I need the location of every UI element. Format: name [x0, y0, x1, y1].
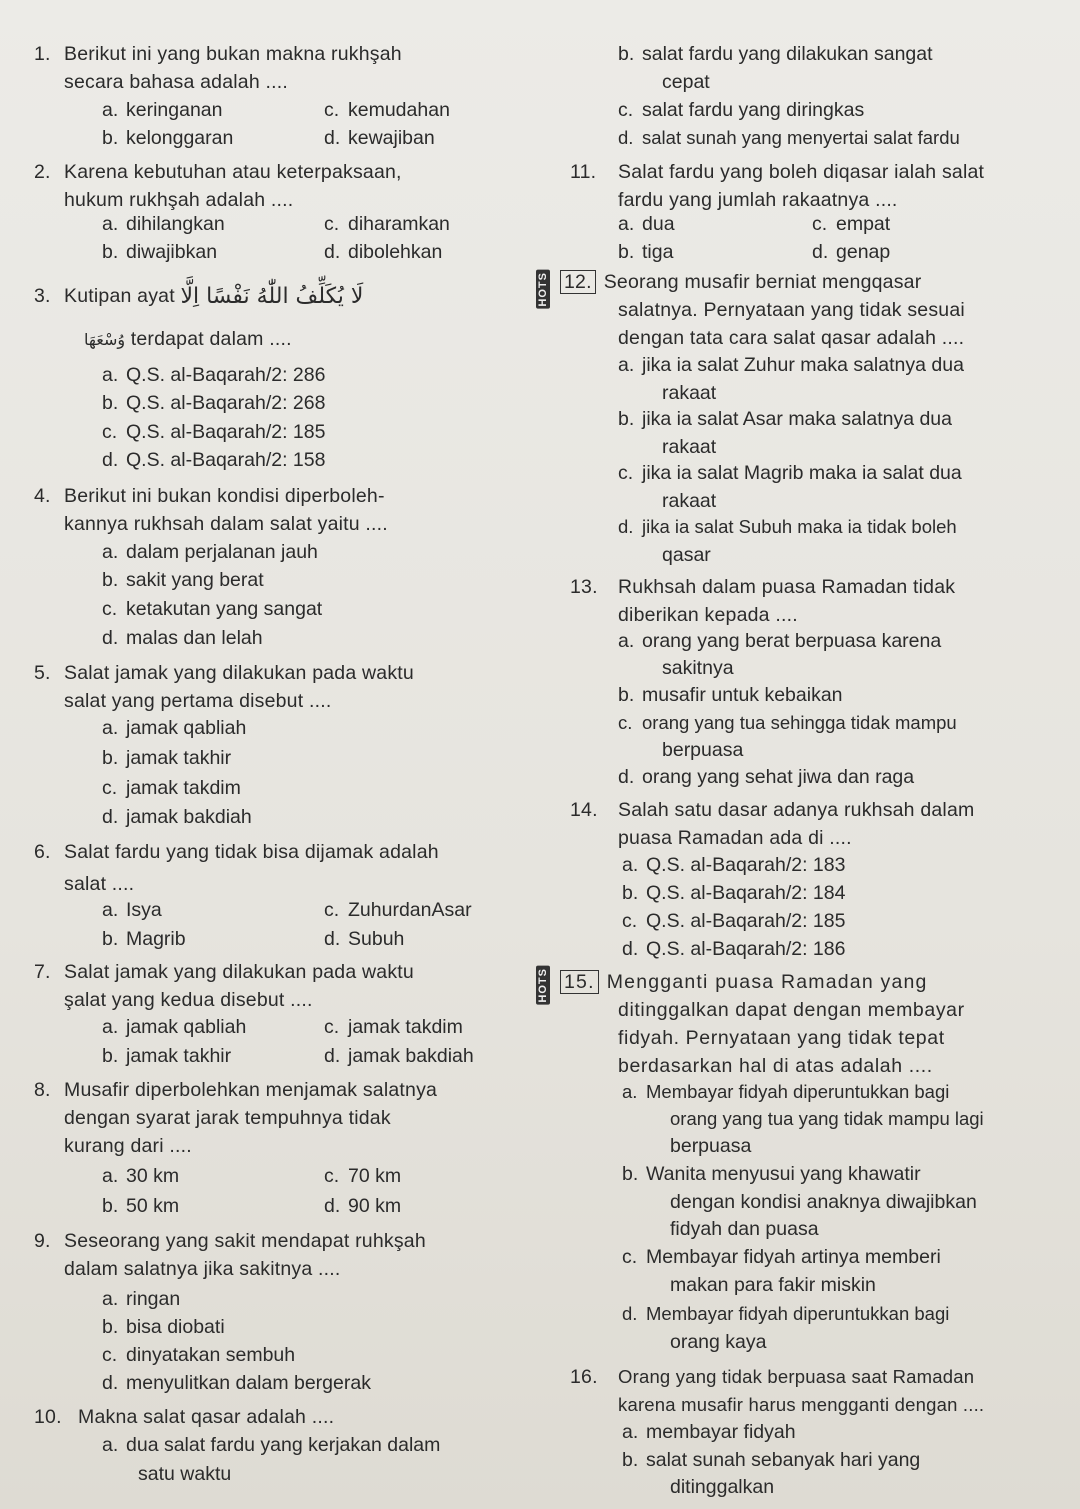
option-c: c. jamak takdim [324, 1016, 463, 1038]
option-d: d. jamak bakdiah [324, 1045, 474, 1067]
option-a: a. Q.S. al-Baqarah/2: 286 [102, 364, 326, 386]
question-5: 5. Salat jamak yang dilakukan pada waktu salat yang pertama disebut .... [34, 662, 414, 712]
option-d: d. dibolehkan [324, 241, 443, 263]
question-13: 13. Rukhsah dalam puasa Ramadan tidak diberikan kepada .... [570, 576, 956, 626]
option-c: c. diharamkan [324, 213, 450, 235]
option-b: b. salat sunah sebanyak hari yang [622, 1449, 921, 1471]
question-stem: secara bahasa adalah .... [64, 71, 288, 93]
option-d: d. menyulitkan dalam bergerak [102, 1372, 371, 1394]
question-10: 10. Makna salat qasar adalah .... [34, 1406, 335, 1428]
option-b: b. salat fardu yang dilakukan sangat [618, 43, 933, 65]
option-c: c. jamak takdim [102, 777, 241, 799]
option-a: a. 30 km [102, 1165, 180, 1187]
option-c: c. Q.S. al-Baqarah/2: 185 [102, 421, 326, 443]
option-b: b. Magrib [102, 928, 186, 950]
option-b-cont: ditinggalkan [670, 1476, 775, 1498]
option-d: d. jamak bakdiah [102, 806, 252, 828]
question-11: 11. Salat fardu yang boleh diqasar ialah salat fardu yang jumlah rakaatnya .... [570, 161, 985, 211]
option-d: d. Membayar fidyah diperuntukkan bagi [622, 1303, 950, 1324]
option-b-cont: cepat [662, 71, 710, 93]
option-b: b. bisa diobati [102, 1316, 225, 1338]
option-a: a. dua salat fardu yang kerjakan dalam [102, 1434, 441, 1456]
option-c: c. jika ia salat Magrib maka ia salat dua [618, 462, 962, 484]
question-8: 8. Musafir diperbolehkan menjamak salatnya dengan syarat jarak tempuhnya tidak kurang dari .... [34, 1079, 438, 1157]
option-c: c. salat fardu yang diringkas [618, 99, 865, 121]
option-b: b. Q.S. al-Baqarah/2: 268 [102, 392, 326, 414]
arabic-verse-cont: وُسْعَهَا [84, 329, 126, 349]
option-a: a. keringanan [102, 99, 223, 121]
option-d-cont: qasar [662, 544, 711, 566]
option-a: a. Isya [102, 899, 162, 921]
option-b: b. 50 km [102, 1195, 180, 1217]
hots-badge: HOTS [537, 272, 549, 307]
question-2: 2. Karena kebutuhan atau keterpaksaan, hukum rukhşah adalah .... [34, 161, 402, 211]
option-c: c. kemudahan [324, 99, 450, 121]
option-b: b. sakit yang berat [102, 569, 264, 591]
arabic-verse: لَا يُكَلِّفُ اللّٰهُ نَفْسًا اِلَّا [180, 283, 364, 309]
option-b: b. Wanita menyusui yang khawatir [622, 1163, 921, 1185]
hots-badge: HOTS [537, 968, 549, 1003]
option-a: a. dihilangkan [102, 213, 225, 235]
option-b-cont: dengan kondisi anaknya diwajibkan [670, 1191, 977, 1213]
question-6: 6. Salat fardu yang tidak bisa dijamak adalah salat .... [34, 841, 439, 895]
option-a-cont: berpuasa [670, 1135, 752, 1157]
option-d: d. genap [812, 241, 891, 263]
option-a-cont: orang yang tua yang tidak mampu lagi [670, 1108, 984, 1129]
option-c: c. orang yang tua sehingga tidak mampu [618, 712, 957, 733]
question-number-box: 12. [560, 270, 596, 294]
question-16: 16. Orang yang tidak berpuasa saat Ramadan karena musafir harus mengganti dengan .... [570, 1366, 985, 1415]
option-a: a. Membayar fidyah diperuntukkan bagi [622, 1081, 950, 1102]
question-3: 3. Kutipan ayat لَا يُكَلِّفُ اللّٰهُ نَفْسًا اِلَّا وُسْعَهَا terdapat dalam .... [34, 282, 534, 354]
question-4: 4. Berikut ini bukan kondisi diperboleh- kannya rukhsah dalam salat yaitu .... [34, 485, 388, 535]
option-c-cont: rakaat [662, 490, 717, 512]
option-a: a. dalam perjalanan jauh [102, 541, 318, 563]
option-b-cont: rakaat [662, 436, 717, 458]
option-b-cont: fidyah dan puasa [670, 1218, 819, 1240]
question-number-box: 15. [560, 970, 599, 994]
option-a: a. orang yang berat berpuasa karena [618, 630, 942, 652]
option-a-cont: sakitnya [662, 657, 734, 679]
option-c: c. Q.S. al-Baqarah/2: 185 [622, 910, 846, 932]
option-d-cont: orang kaya [670, 1331, 767, 1353]
option-d: d. salat sunah yang menyertai salat fardu [618, 127, 960, 148]
option-c-cont: makan para fakir miskin [670, 1274, 876, 1296]
option-b: b. tiga [618, 241, 674, 263]
option-c: c. Membayar fidyah artinya memberi [622, 1246, 941, 1268]
option-b: b. diwajibkan [102, 241, 218, 263]
option-b: b. Q.S. al-Baqarah/2: 184 [622, 882, 846, 904]
option-c: c. ketakutan yang sangat [102, 598, 323, 620]
question-15: 15. Mengganti puasa Ramadan yang ditinggalkan dapat dengan membayar fidyah. Pernyataan yang tidak tepat berdasarkan hal di atas adalah .... [560, 968, 1050, 1080]
question-9: 9. Seseorang yang sakit mendapat ruhkşah dalam salatnya jika sakitnya .... [34, 1230, 426, 1280]
option-b: b. musafir untuk kebaikan [618, 684, 843, 706]
option-a-cont: satu waktu [138, 1463, 232, 1485]
option-d: d. kewajiban [324, 127, 435, 149]
question-14: 14. Salah satu dasar adanya rukhsah dalam puasa Ramadan ada di .... [570, 799, 975, 849]
option-d: d. jika ia salat Subuh maka ia tidak boleh [618, 516, 957, 537]
option-b: b. jamak takhir [102, 1045, 232, 1067]
option-a: a. membayar fidyah [622, 1421, 796, 1443]
question-number: 1. [34, 43, 51, 65]
option-b: b. jamak takhir [102, 747, 232, 769]
option-b: b. kelonggaran [102, 127, 234, 149]
question-1 [34, 40, 534, 96]
question-12: 12. Seorang musafir berniat mengqasar salatnya. Pernyataan yang tidak sesuai dengan tata cara salat qasar adalah .... [560, 268, 1050, 352]
option-c: c. ZuhurdanAsar [324, 899, 472, 921]
question-stem: Berikut ini yang bukan makna rukhşah [64, 43, 402, 65]
option-c: c. empat [812, 213, 891, 235]
option-c: c. dinyatakan sembuh [102, 1344, 296, 1366]
option-a: a. jamak qabliah [102, 1016, 247, 1038]
option-b: b. jika ia salat Asar maka salatnya dua [618, 408, 953, 430]
option-d: d. Subuh [324, 928, 405, 950]
option-a: a. jika ia salat Zuhur maka salatnya dua [618, 354, 964, 376]
option-d: d. orang yang sehat jiwa dan raga [618, 766, 915, 788]
option-a: a. jamak qabliah [102, 717, 247, 739]
option-c: c. 70 km [324, 1165, 402, 1187]
option-a: a. ringan [102, 1288, 181, 1310]
option-c-cont: berpuasa [662, 739, 744, 761]
option-d: d. malas dan lelah [102, 627, 263, 649]
question-7: 7. Salat jamak yang dilakukan pada waktu şalat yang kedua disebut .... [34, 961, 414, 1011]
option-a-cont: rakaat [662, 382, 717, 404]
option-d: d. Q.S. al-Baqarah/2: 186 [622, 938, 846, 960]
option-a: a. Q.S. al-Baqarah/2: 183 [622, 854, 846, 876]
option-d: d. Q.S. al-Baqarah/2: 158 [102, 449, 326, 471]
option-d: d. 90 km [324, 1195, 402, 1217]
option-a: a. dua [618, 213, 675, 235]
